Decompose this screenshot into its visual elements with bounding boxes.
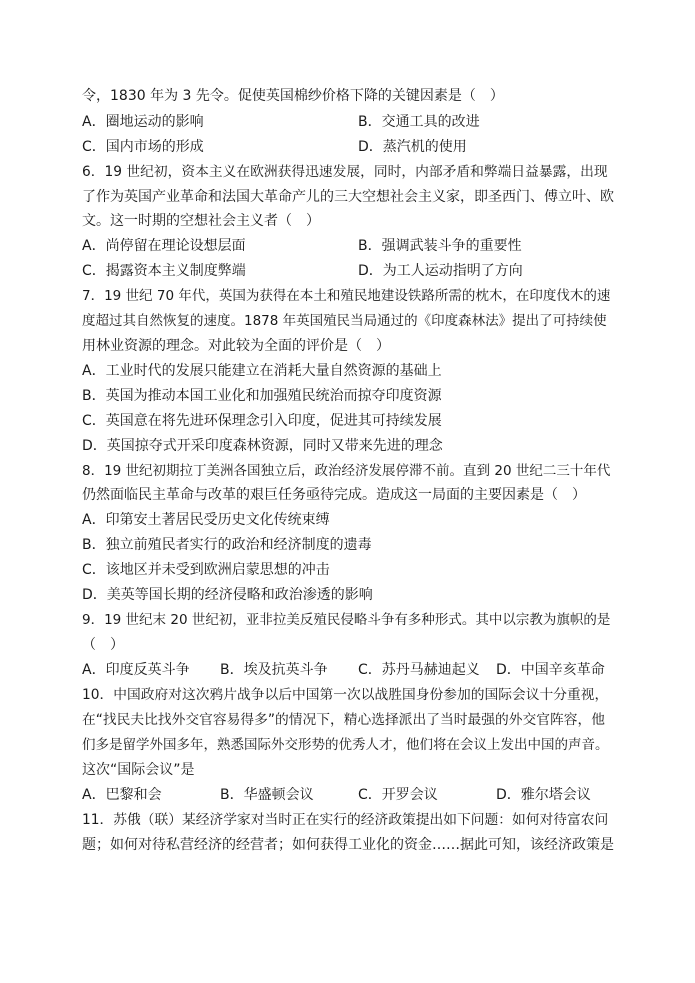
q9-stem-line-2: （ ）	[82, 637, 124, 653]
q9-option-c: C．苏丹马赫迪起义	[358, 662, 480, 678]
q6-stem-line-2: 了作为英国产业革命和法国大革命产儿的三大空想社会主义家，即圣西门、傅立叶、欧	[82, 189, 614, 205]
q10-stem-line-1: 10．中国政府对这次鸦片战争以后中国第一次以战胜国身份参加的国际会议十分重视，	[82, 687, 609, 703]
q6-option-a: A．尚停留在理论设想层面	[82, 238, 246, 254]
q11-stem-line-1: 11．苏俄（联）某经济学家对当时正在实行的经济政策提出如下问题：如何对待富农问	[82, 812, 609, 828]
q10-stem-line-2: 在“找民夫比找外交官容易得多”的情况下，精心选择派出了当时最强的外交官阵容，他	[82, 712, 605, 728]
q7-option-c: C．英国意在将先进环保理念引入印度，促进其可持续发展	[82, 413, 442, 429]
q10-option-c: C．开罗会议	[358, 787, 438, 803]
q6-stem-line-3: 文。这一时期的空想社会主义者（ ）	[82, 213, 320, 229]
q6-stem-line-1: 6．19 世纪初，资本主义在欧洲获得迅速发展，同时，内部矛盾和弊端日益暴露，出现	[82, 164, 608, 180]
q7-option-b: B．英国为推动本国工业化和加强殖民统治而掠夺印度资源	[82, 388, 442, 404]
q10-option-a: A．巴黎和会	[82, 787, 162, 803]
q6-option-d: D．为工人运动指明了方向	[358, 263, 523, 279]
q5-option-b: B．交通工具的改进	[358, 114, 480, 130]
q7-stem-line-1: 7．19 世纪 70 年代，英国为获得在本土和殖民地建设铁路所需的枕木，在印度伐木的速	[82, 288, 611, 304]
q7-stem-line-3: 用林业资源的理念。对此较为全面的评价是（ ）	[82, 338, 390, 354]
q10-option-d: D．雅尔塔会议	[496, 787, 591, 803]
q8-stem-line-1: 8．19 世纪初期拉丁美洲各国独立后，政治经济发展停滞不前。直到 20 世纪二三十年代	[82, 463, 611, 479]
q8-option-a: A．印第安土著居民受历史文化传统束缚	[82, 512, 330, 528]
q8-option-b: B．独立前殖民者实行的政治和经济制度的遗毒	[82, 537, 372, 553]
q8-option-d: D．美英等国长期的经济侵略和政治渗透的影响	[82, 587, 373, 603]
q8-option-c: C．该地区并未受到欧洲启蒙思想的冲击	[82, 562, 330, 578]
q7-option-a: A．工业时代的发展只能建立在消耗大量自然资源的基础上	[82, 363, 442, 379]
q9-option-b: B．埃及抗英斗争	[220, 662, 328, 678]
q5-stem-tail: 令，1830 年为 3 先令。促使英国棉纱价格下降的关键因素是（ ）	[82, 88, 504, 104]
q10-option-b: B．华盛顿会议	[220, 787, 314, 803]
q10-stem-line-3: 们多是留学外国多年，熟悉国际外交形势的优秀人才，他们将在会议上发出中国的声音。	[82, 737, 609, 753]
q5-option-a: A．圈地运动的影响	[82, 114, 204, 130]
q7-stem-line-2: 度超过其自然恢复的速度。1878 年英国殖民当局通过的《印度森林法》提出了可持续使	[82, 313, 607, 329]
q6-option-b: B．强调武装斗争的重要性	[358, 238, 522, 254]
q5-option-d: D．蒸汽机的使用	[358, 139, 467, 155]
q11-stem-line-2: 题；如何对待私营经济的经营者；如何获得工业化的资金……据此可知，该经济政策是	[82, 837, 614, 853]
q7-option-d: D．英国掠夺式开采印度森林资源，同时又带来先进的理念	[82, 438, 443, 454]
q8-stem-line-2: 仍然面临民主革命与改革的艰巨任务亟待完成。造成这一局面的主要因素是（ ）	[82, 487, 586, 503]
q5-option-c: C．国内市场的形成	[82, 139, 204, 155]
q9-option-d: D．中国辛亥革命	[496, 662, 605, 678]
q10-stem-line-4: 这次“国际会议”是	[82, 762, 195, 778]
q9-option-a: A．印度反英斗争	[82, 662, 190, 678]
q9-stem-line-1: 9．19 世纪末 20 世纪初，亚非拉美反殖民侵略斗争有多种形式。其中以宗教为旗帜的是	[82, 612, 611, 628]
q6-option-c: C．揭露资本主义制度弊端	[82, 263, 246, 279]
